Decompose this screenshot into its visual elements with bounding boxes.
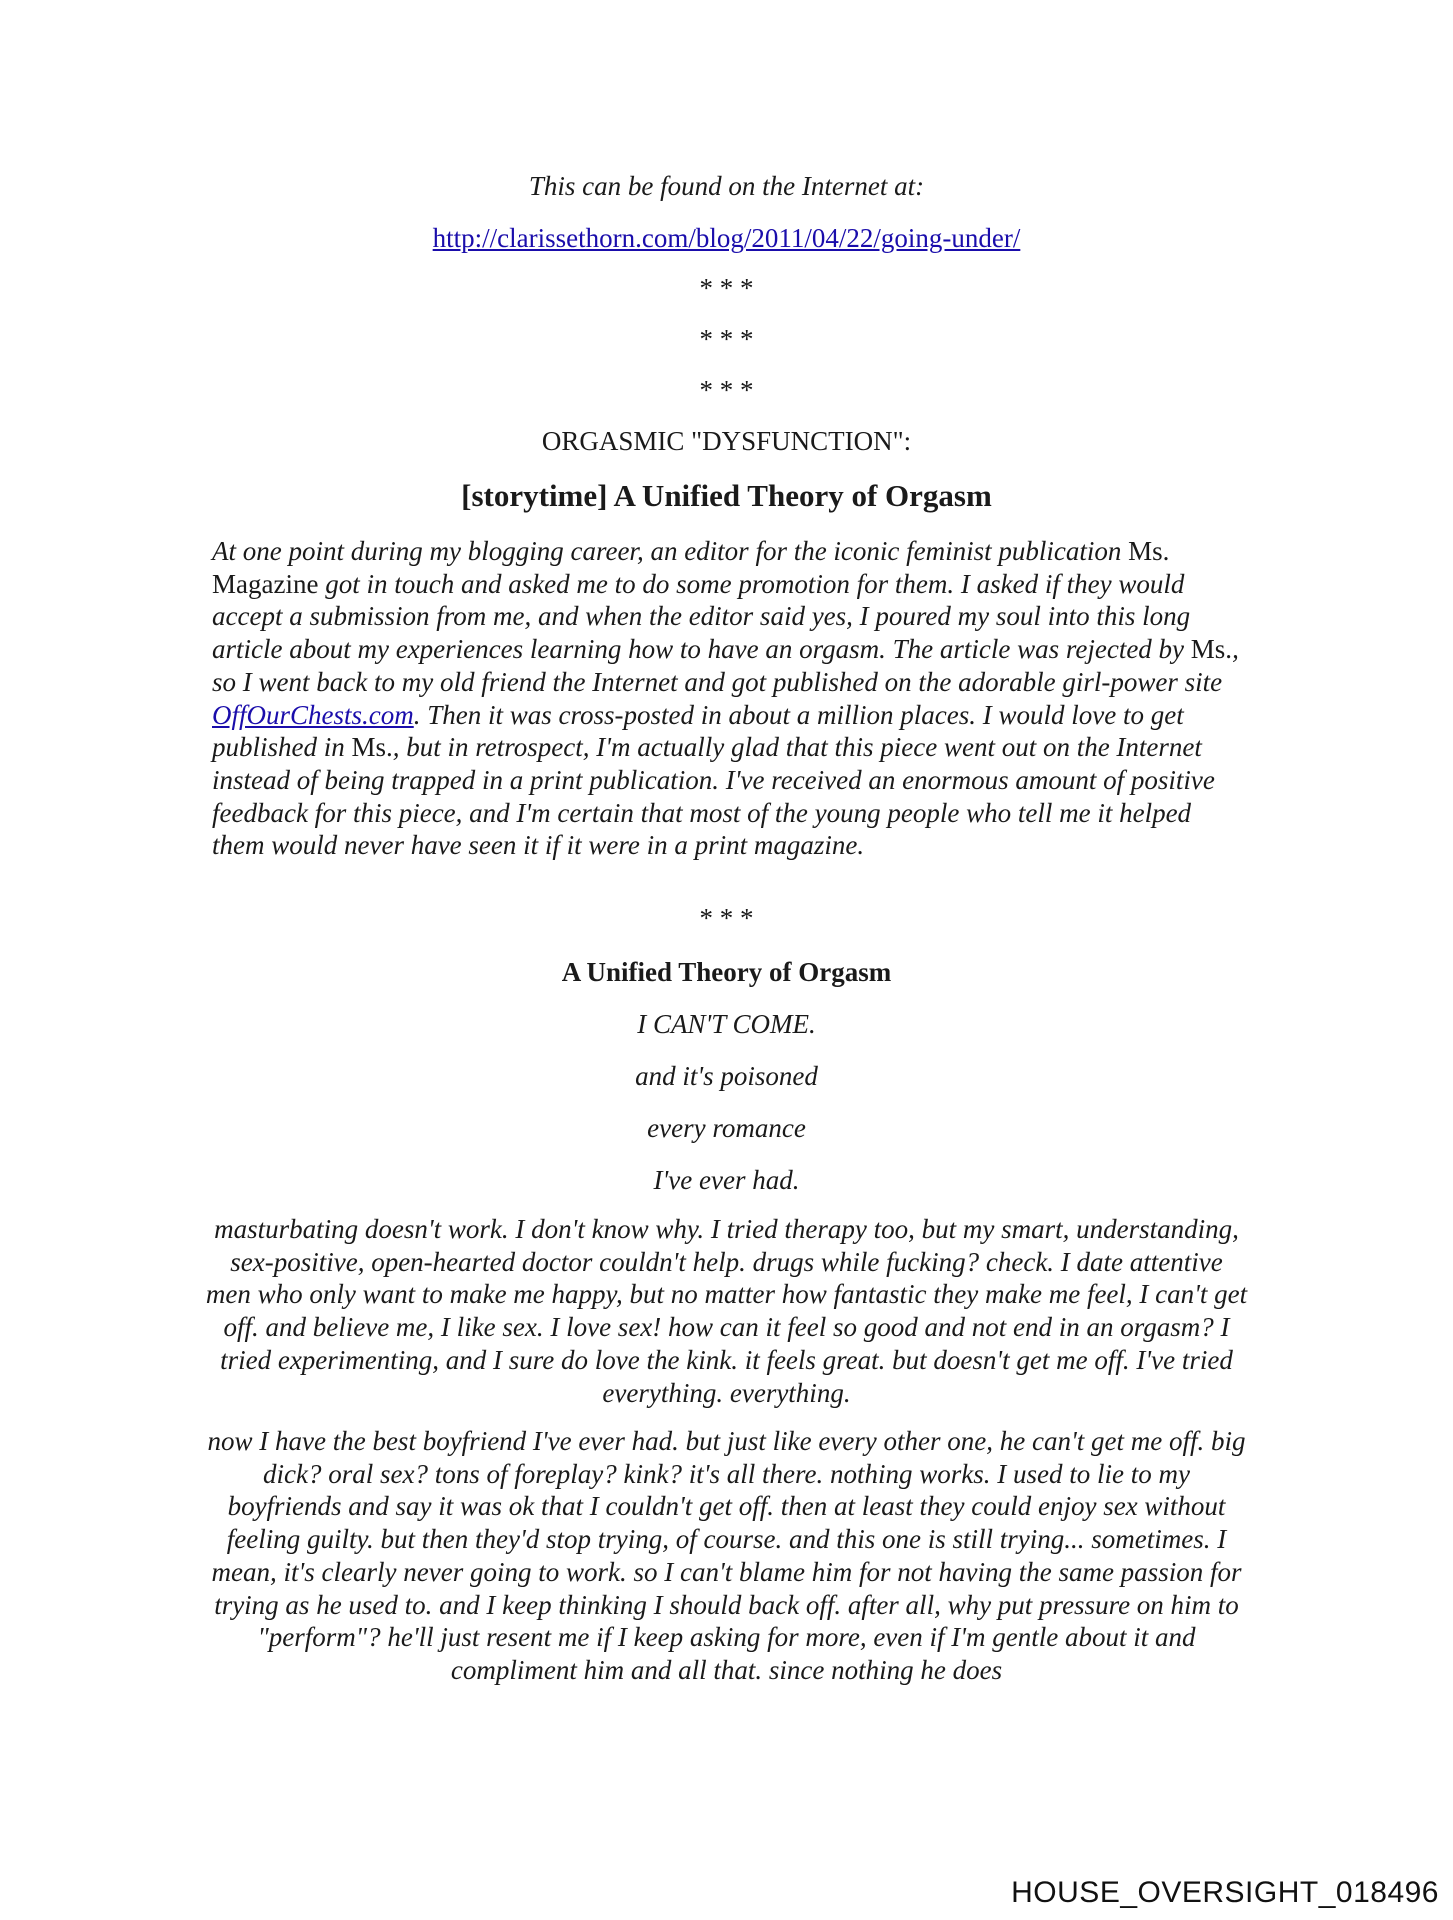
separator-2: * * * xyxy=(699,324,754,354)
publication-name: Ms. xyxy=(351,732,393,763)
separator-3: * * * xyxy=(699,375,754,405)
intro-text-3: , so I went back to my old friend the Internet and got published on the adorable girl-power site xyxy=(212,634,1239,697)
intro-text-1: At one point during my blogging career, an editor for the iconic feminist publication xyxy=(212,536,1129,566)
document-id-stamp: HOUSE_OVERSIGHT_018496 xyxy=(1011,1876,1439,1909)
separator-1: * * * xyxy=(699,273,754,303)
article-title: A Unified Theory of Orgasm xyxy=(561,957,892,987)
article-paragraph-2: now I have the best boyfriend I've ever had. but just like every other one, he can't get me off. big dick? oral sex? tons of foreplay? kink? it's all there. nothing works. I used to lie to my boyfriends and say it was ok that I couldn't get off. then at least they could enjoy sex without feeling guilty. but then they'd stop trying, of course. and this one is still trying... sometimes. I mean, it's clearly never going to work. so I can't blame him for not having the same passion for trying as he used to. and I keep thinking I should back off. after all, why put pressure on him to "perform"? he'll just resent me if I keep asking for more, even if I'm gentle about it and compliment him and all that. since nothing he does xyxy=(207,1426,1246,1685)
poem-line-3: every romance xyxy=(647,1113,806,1143)
offourchests-link[interactable]: OffOurChests.com xyxy=(212,699,414,730)
source-url-line xyxy=(0,222,1453,254)
intro-paragraph xyxy=(212,535,1242,862)
poem-line-4: I've ever had. xyxy=(653,1165,800,1195)
source-note: This can be found on the Internet at: xyxy=(528,171,925,201)
section-title: [storytime] A Unified Theory of Orgasm xyxy=(461,478,992,513)
intro-text-5: , but in retrospect, I'm actually glad that this piece went out on the Internet instead of being trapped in a print publication. I've received an enormous amount of positive feedback for this piece, and I'm certain that most of the young people who tell me it helped them would never have seen it if it were in a print magazine. xyxy=(212,732,1215,861)
intro-text-2: got in touch and asked me to do some promotion for them. I asked if they would accept a submission from me, and when the editor said yes, I poured my soul into this long article about my experiences learning how to have an orgasm. The article was rejected by xyxy=(212,568,1191,665)
source-url-link[interactable]: http://clarissethorn.com/blog/2011/04/22/going-under/ xyxy=(432,223,1021,253)
section-label: ORGASMIC "DYSFUNCTION": xyxy=(541,426,912,456)
article-paragraph-1: masturbating doesn't work. I don't know why. I tried therapy too, but my smart, understanding, sex-positive, open-hearted doctor couldn't help. drugs while fucking? check. I date attentive men who only want to make me happy, but no matter how fantastic they make me feel, I can't get off. and believe me, I like sex. I love sex! how can it feel so good and not end in an orgasm? I tried experimenting, and I sure do love the kink. it feels great. but doesn't get me off. I've tried everything. everything. xyxy=(205,1214,1248,1408)
poem-line-1: I CAN'T COME. xyxy=(637,1009,816,1039)
poem-line-2: and it's poisoned xyxy=(635,1061,818,1091)
publication-name: Ms. Magazine xyxy=(212,536,1170,599)
publication-name: Ms. xyxy=(1190,634,1233,665)
separator-4: * * * xyxy=(699,903,754,933)
intro-text-4: . Then it was cross-posted in about a million places. I would love to get published in xyxy=(212,699,1184,763)
